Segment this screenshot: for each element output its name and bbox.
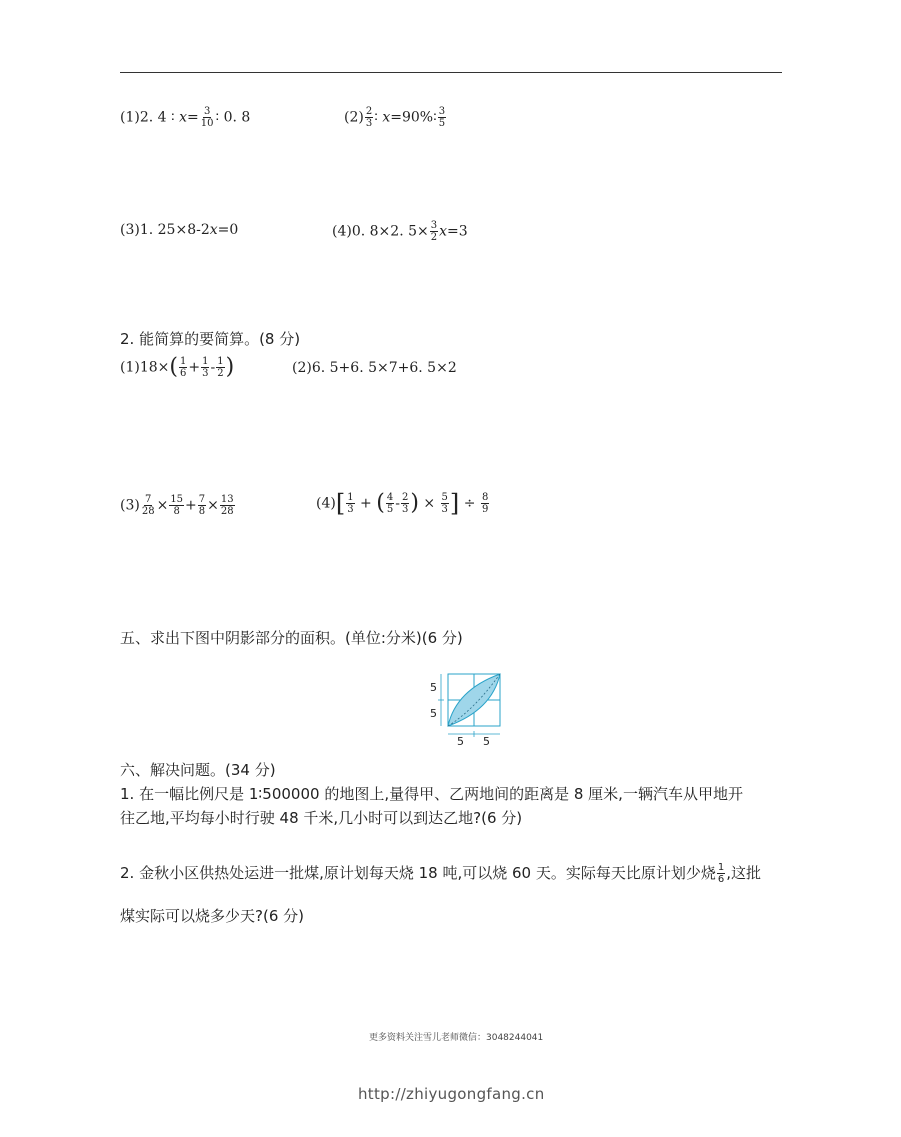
equation-4: (4)0. 8×2. 5× $\frac{3}{2}$ x=3 bbox=[332, 220, 468, 243]
equation-1: (1)2. 4 ∶ x= $\frac{3}{10}$ ∶ 0. 8 bbox=[120, 106, 251, 129]
top-rule bbox=[120, 72, 782, 73]
part2-heading: 2. 能简算的要简算。(8 分) bbox=[120, 330, 301, 348]
problem-2-line1: 2. 金秋小区供热处运进一批煤,原计划每天烧 18 吨,可以烧 60 天。实际每天比原计划少烧 $\frac{1}{6}$ ,这批 bbox=[120, 862, 762, 885]
footer-note: 更多资料关注雪儿老师微信：3048244041 bbox=[369, 1033, 544, 1043]
equation-2: (2) $\frac{2}{3}$ ∶ x=90%∶ $\frac{3}{5}$ bbox=[344, 106, 446, 129]
problem-2-line2: 煤实际可以烧多少天?(6 分) bbox=[120, 907, 304, 925]
label-left-top: 5 bbox=[430, 681, 437, 694]
section5-heading: 五、求出下图中阴影部分的面积。(单位:分米)(6 分) bbox=[120, 629, 463, 647]
footer-url[interactable]: http://zhiyugongfang.cn bbox=[358, 1085, 545, 1103]
label-bottom-left: 5 bbox=[457, 735, 464, 746]
simplify-1: (1)18×( $\frac{1}{6}$ + $\frac{1}{3}$ - $\frac{1}{2}$ ) bbox=[120, 354, 235, 380]
problem-1-line1: 1. 在一幅比例尺是 1∶500000 的地图上,量得甲、乙两地间的距离是 8 厘米,一辆汽车从甲地开 bbox=[120, 785, 743, 803]
shaded-figure bbox=[428, 670, 504, 746]
label-left-bottom: 5 bbox=[430, 707, 437, 720]
simplify-3: (3) $\frac{7}{28}$ × $\frac{15}{8}$ + $\frac{7}{8}$ × $\frac{13}{28}$ bbox=[120, 494, 234, 517]
simplify-4: (4)[ $\frac{1}{3}$ + ( $\frac{4}{5}$ - $\frac{2}{3}$ ) × $\frac{5}{3}$ ] ÷ $\frac{8}{9}$ bbox=[316, 489, 489, 518]
label-bottom-right: 5 bbox=[483, 735, 490, 746]
equation-3: (3)1. 25×8-2x=0 bbox=[120, 222, 239, 238]
problem-1-line2: 往乙地,平均每小时行驶 48 千米,几小时可以到达乙地?(6 分) bbox=[120, 809, 523, 827]
section6-heading: 六、解决问题。(34 分) bbox=[120, 761, 276, 779]
simplify-2: (2)6. 5+6. 5×7+6. 5×2 bbox=[292, 360, 457, 376]
